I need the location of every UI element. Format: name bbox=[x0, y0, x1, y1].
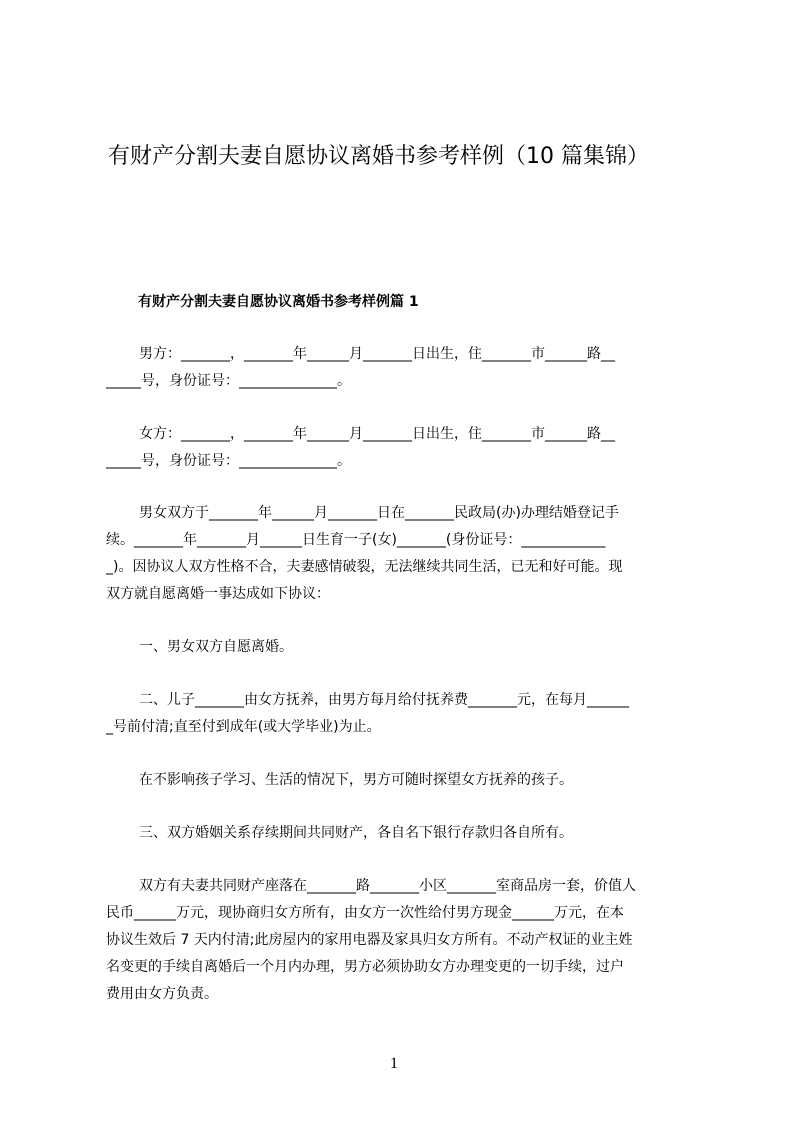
paragraph-line: 二、儿子_______由女方抚养，由男方每月给付抚养费_______元，在每月______ bbox=[139, 692, 629, 708]
document-title: 有财产分割夫妻自愿协议离婚书参考样例（10 篇集锦） bbox=[108, 144, 649, 169]
clause-three bbox=[106, 820, 706, 847]
page-number: 1 bbox=[390, 1055, 398, 1072]
paragraph-visitation bbox=[106, 767, 706, 794]
paragraph-male-party bbox=[106, 341, 706, 395]
paragraph-line: 三、双方婚姻关系存续期间共同财产，各自名下银行存款归各自所有。 bbox=[139, 825, 573, 841]
paragraph-line: 协议生效后 7 天内付清;此房屋内的家用电器及家具归女方所有。不动产权证的业主姓 bbox=[106, 932, 633, 948]
paragraph-female-party bbox=[106, 421, 706, 475]
paragraph-line: 名变更的手续自离婚后一个月内办理，男方必须协助女方办理变更的一切手续，过户 bbox=[106, 959, 624, 975]
paragraph-line: 费用由女方负责。 bbox=[106, 986, 218, 1002]
paragraph-line: _____号，身份证号：______________。 bbox=[106, 373, 351, 389]
paragraph-marriage-registration bbox=[106, 500, 706, 608]
paragraph-line: _号前付清;直至付到成年(或大学毕业)为止。 bbox=[106, 719, 381, 735]
paragraph-line: _)。因协议人双方性格不合，夫妻感情破裂，无法继续共同生活，已无和好可能。现 bbox=[106, 559, 623, 575]
paragraph-line: 双方就自愿离婚一事达成如下协议： bbox=[106, 586, 330, 602]
paragraph-line: 女方：_______，_______年______月_______日出生，住_______市______路__ bbox=[139, 426, 615, 442]
paragraph-line: 一、男女双方自愿离婚。 bbox=[139, 639, 293, 655]
section-heading: 有财产分割夫妻自愿协议离婚书参考样例篇 1 bbox=[138, 294, 419, 310]
paragraph-line: 民币______万元，现协商归女方所有，由女方一次性给付男方现金______万元，在本 bbox=[106, 905, 624, 921]
paragraph-line: 续。_______年_______月______日生育一子(女)_______(身份证号：____________ bbox=[106, 532, 606, 548]
paragraph-line: _____号，身份证号：______________。 bbox=[106, 453, 351, 469]
paragraph-line: 男女双方于_______年______月_______日在_______民政局(办)办理结婚登记手 bbox=[139, 505, 619, 521]
paragraph-line: 男方：_______，_______年______月_______日出生，住_______市______路__ bbox=[139, 346, 615, 362]
paragraph-property bbox=[106, 873, 706, 1008]
paragraph-line: 在不影响孩子学习、生活的情况下，男方可随时探望女方抚养的孩子。 bbox=[139, 772, 573, 788]
paragraph-line: 双方有夫妻共同财产座落在_______路_______小区_______室商品房一套，价值人 bbox=[139, 878, 636, 894]
clause-one bbox=[106, 634, 706, 661]
clause-two bbox=[106, 687, 706, 741]
